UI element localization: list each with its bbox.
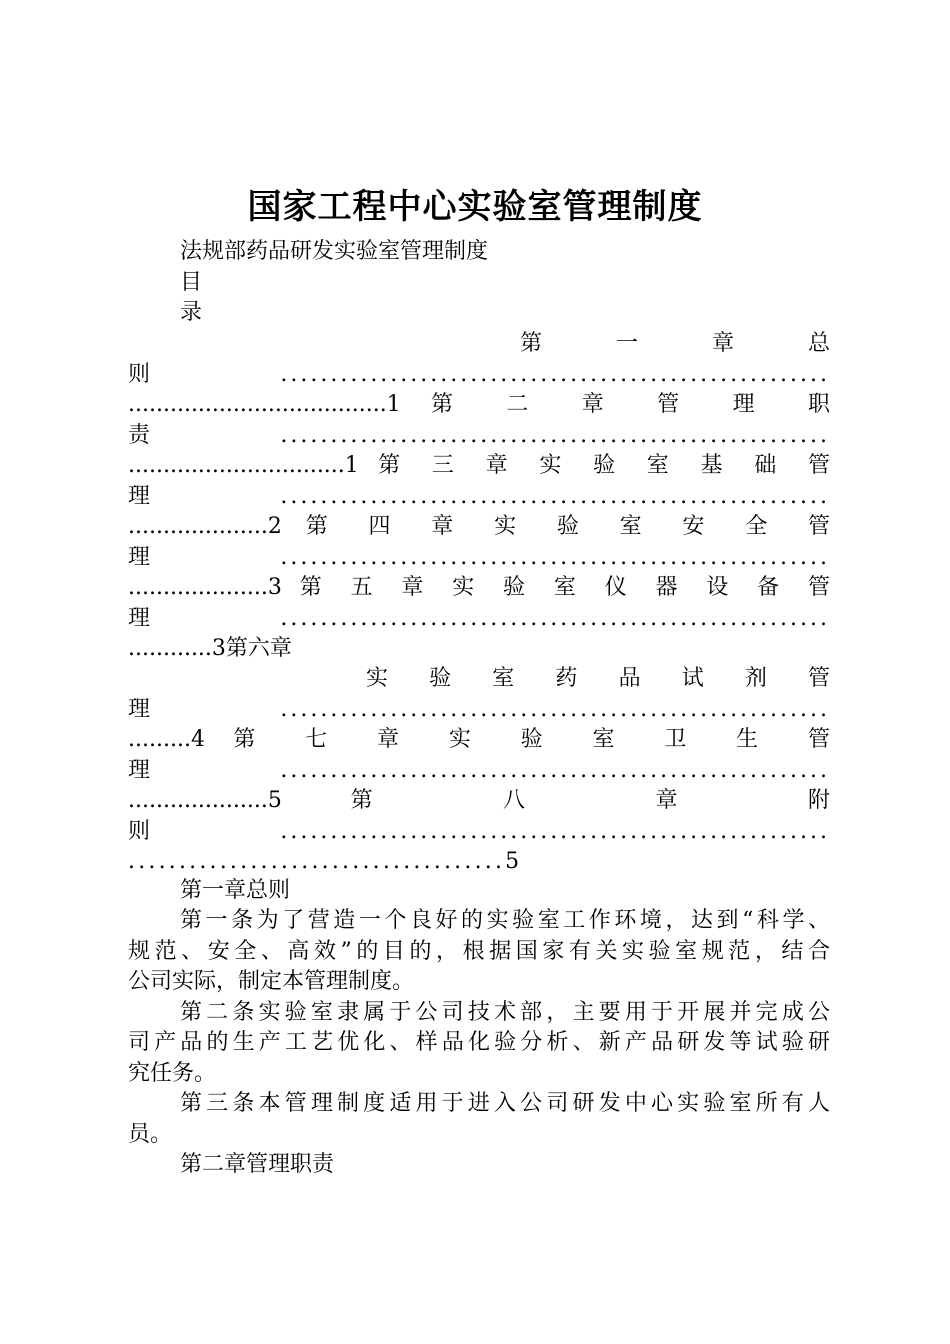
paragraph-line: 第一条为了营造一个良好的实验室工作环境，达到“科学、 xyxy=(180,908,830,933)
toc-line: ............3第六章 xyxy=(128,636,292,661)
toc-line: 理....................................................... xyxy=(128,758,830,783)
toc-line: 理....................................................... xyxy=(128,484,830,509)
toc-line: 第 一 章 总 xyxy=(520,331,830,356)
toc-line: 则....................................................... xyxy=(128,362,830,387)
toc-line: 理....................................................... xyxy=(128,606,830,631)
toc-heading-lu: 录 xyxy=(180,300,203,325)
toc-heading-mu: 目 xyxy=(180,270,203,295)
paragraph-line: 规范、安全、高效”的目的，根据国家有关实验室规范，结合 xyxy=(128,939,830,964)
paragraph-line: 究任务。 xyxy=(128,1061,217,1086)
toc-line: ...............................1 第 三 章 实 验 室 基 础 管 xyxy=(128,453,830,478)
toc-line: 理....................................................... xyxy=(128,545,830,570)
chapter-heading: 第二章管理职责 xyxy=(180,1152,335,1177)
document-title: 国家工程中心实验室管理制度 xyxy=(247,187,703,227)
toc-line: .........4 第 七 章 实 验 室 卫 生 管 xyxy=(128,727,830,752)
toc-line: 则....................................................... xyxy=(128,819,830,844)
toc-line: ....................3 第 五 章 实 验 室 仪 器 设 备 管 xyxy=(128,575,830,600)
subtitle: 法规部药品研发实验室管理制度 xyxy=(180,239,489,264)
toc-line: ....................2 第 四 章 实 验 室 安 全 管 xyxy=(128,514,830,539)
toc-line: 责....................................................... xyxy=(128,423,830,448)
toc-line: 理....................................................... xyxy=(128,697,830,722)
toc-line: .....................................5 xyxy=(128,849,523,874)
paragraph-line: 第二条实验室隶属于公司技术部，主要用于开展并完成公 xyxy=(180,1000,830,1025)
paragraph-line: 员。 xyxy=(128,1122,173,1147)
toc-line: 实 验 室 药 品 试 剂 管 xyxy=(366,666,830,691)
toc-line: ....................5 第 八 章 附 xyxy=(128,788,830,813)
paragraph-line: 公司实际，制定本管理制度。 xyxy=(128,969,415,994)
paragraph-line: 第三条本管理制度适用于进入公司研发中心实验室所有人 xyxy=(180,1091,830,1116)
paragraph-line: 司产品的生产工艺优化、样品化验分析、新产品研发等试验研 xyxy=(128,1030,830,1055)
toc-line: .....................................1 第 二 章 管 理 职 xyxy=(128,392,830,417)
chapter-heading: 第一章总则 xyxy=(180,878,291,903)
